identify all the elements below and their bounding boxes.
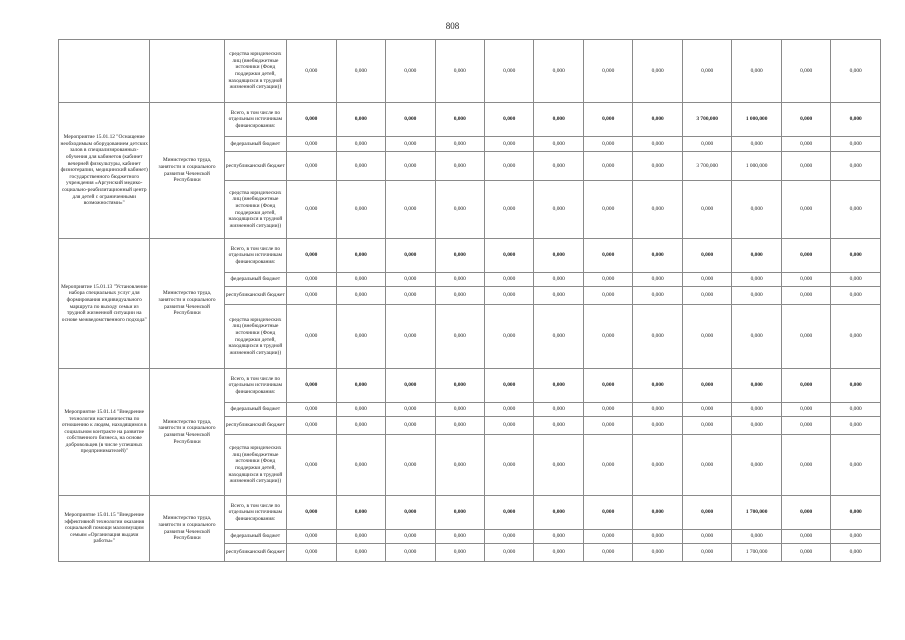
responsible-executor-cell (150, 40, 224, 103)
value-cell: 0,000 (732, 417, 781, 435)
value-cell: 0,000 (781, 137, 830, 152)
value-cell: 0,000 (534, 40, 583, 103)
value-cell: 0,000 (831, 417, 881, 435)
funding-source-cell: средства юридических лиц (внебюджетные источники (Фонд поддержки детей, находящихся в трудной жизненной ситуации)) (224, 40, 286, 103)
value-cell: 0,000 (583, 305, 632, 369)
responsible-executor-cell: Министерство труда, занятости и социального развития Чеченской Республики (150, 103, 224, 239)
value-cell: 0,000 (534, 435, 583, 496)
value-cell: 0,000 (781, 239, 830, 273)
value-cell: 0,000 (633, 273, 682, 287)
activity-name-cell: Мероприятие 15.01.15 "Внедрение эффективной технологии оказания социальной помощи малоимущим семьям «Организация выдачи работы»" (59, 496, 150, 562)
funding-source-cell: республиканский бюджет (224, 287, 286, 305)
value-cell: 0,000 (386, 530, 435, 544)
value-cell: 0,000 (732, 530, 781, 544)
table-row (59, 103, 881, 137)
value-cell: 0,000 (534, 369, 583, 403)
value-cell: 0,000 (485, 40, 534, 103)
value-cell: 0,000 (583, 273, 632, 287)
value-cell: 0,000 (682, 239, 731, 273)
value-cell: 0,000 (336, 369, 385, 403)
funding-source-cell: Всего, в том числе по отдельным источникам финансирования: (224, 496, 286, 530)
value-cell: 0,000 (781, 287, 830, 305)
activity-name-cell: Мероприятие 15.01.12 "Оснащение необходимым оборудованием детских залов в специализированных-обучения для кабинетов (кабинет вечерней физкультуры, кабинет физиотерапии, медицинский кабинет) государственного бюджетного учреждения «Аргунский медико-социально-реабилитационный центр для детей с ограниченными возможностями»" (59, 103, 150, 239)
value-cell: 0,000 (633, 181, 682, 239)
table-row (59, 496, 881, 530)
value-cell: 0,000 (435, 305, 484, 369)
funding-source-cell: республиканский бюджет (224, 544, 286, 562)
value-cell: 3 700,000 (682, 152, 731, 181)
value-cell: 0,000 (633, 287, 682, 305)
value-cell: 0,000 (583, 530, 632, 544)
value-cell: 0,000 (485, 417, 534, 435)
value-cell: 0,000 (831, 287, 881, 305)
value-cell: 0,000 (287, 273, 336, 287)
value-cell: 0,000 (336, 137, 385, 152)
value-cell: 0,000 (485, 273, 534, 287)
value-cell: 0,000 (781, 496, 830, 530)
value-cell: 0,000 (732, 239, 781, 273)
value-cell: 0,000 (386, 417, 435, 435)
value-cell: 0,000 (682, 287, 731, 305)
activity-name-cell: Мероприятие 15.01.13 "Установление набора специальных услуг для формирования индивидуального маршрута по выходу семьи из трудной жизненной ситуации на основе межведомственного подхода" (59, 239, 150, 369)
value-cell: 0,000 (386, 287, 435, 305)
value-cell: 0,000 (831, 435, 881, 496)
value-cell: 0,000 (732, 287, 781, 305)
table-row (59, 369, 881, 403)
value-cell: 0,000 (831, 530, 881, 544)
value-cell: 0,000 (583, 369, 632, 403)
value-cell: 0,000 (831, 152, 881, 181)
value-cell: 0,000 (336, 403, 385, 417)
value-cell: 0,000 (633, 40, 682, 103)
value-cell: 0,000 (386, 137, 435, 152)
value-cell: 0,000 (682, 403, 731, 417)
value-cell: 0,000 (435, 403, 484, 417)
value-cell: 0,000 (534, 530, 583, 544)
funding-source-cell: средства юридических лиц (внебюджетные источники (Фонд поддержки детей, находящихся в трудной жизненной ситуации)) (224, 181, 286, 239)
value-cell: 0,000 (583, 417, 632, 435)
value-cell: 0,000 (435, 273, 484, 287)
value-cell: 0,000 (583, 435, 632, 496)
value-cell: 0,000 (386, 369, 435, 403)
value-cell: 0,000 (435, 152, 484, 181)
value-cell: 0,000 (583, 40, 632, 103)
value-cell: 0,000 (781, 103, 830, 137)
value-cell: 0,000 (336, 496, 385, 530)
value-cell: 0,000 (583, 137, 632, 152)
value-cell: 0,000 (781, 435, 830, 496)
value-cell: 0,000 (831, 369, 881, 403)
value-cell: 0,000 (435, 287, 484, 305)
value-cell: 0,000 (287, 103, 336, 137)
value-cell: 0,000 (633, 417, 682, 435)
value-cell: 0,000 (633, 369, 682, 403)
value-cell: 0,000 (534, 496, 583, 530)
value-cell: 0,000 (386, 273, 435, 287)
value-cell: 0,000 (831, 40, 881, 103)
value-cell: 0,000 (633, 305, 682, 369)
value-cell: 0,000 (633, 152, 682, 181)
funding-source-cell: средства юридических лиц (внебюджетные источники (Фонд поддержки детей, находящихся в трудной жизненной ситуации)) (224, 435, 286, 496)
value-cell: 0,000 (435, 417, 484, 435)
funding-source-cell: федеральный бюджет (224, 273, 286, 287)
value-cell: 0,000 (386, 40, 435, 103)
value-cell: 0,000 (287, 435, 336, 496)
value-cell: 0,000 (287, 181, 336, 239)
value-cell: 0,000 (732, 137, 781, 152)
value-cell: 0,000 (781, 403, 830, 417)
value-cell: 0,000 (336, 417, 385, 435)
value-cell: 0,000 (534, 273, 583, 287)
value-cell: 0,000 (336, 152, 385, 181)
value-cell: 0,000 (435, 137, 484, 152)
value-cell: 0,000 (583, 403, 632, 417)
value-cell: 0,000 (682, 369, 731, 403)
value-cell: 0,000 (831, 273, 881, 287)
value-cell: 1 000,000 (732, 103, 781, 137)
value-cell: 0,000 (336, 530, 385, 544)
value-cell: 0,000 (336, 287, 385, 305)
value-cell: 0,000 (485, 137, 534, 152)
value-cell: 0,000 (485, 287, 534, 305)
funding-source-cell: Всего, в том числе по отдельным источникам финансирования: (224, 369, 286, 403)
budget-table (58, 39, 881, 562)
value-cell: 0,000 (485, 369, 534, 403)
responsible-executor-cell: Министерство труда, занятости и социального развития Чеченской Республики (150, 496, 224, 562)
value-cell: 0,000 (336, 305, 385, 369)
value-cell: 0,000 (435, 103, 484, 137)
value-cell: 0,000 (682, 181, 731, 239)
value-cell: 0,000 (781, 273, 830, 287)
value-cell: 0,000 (485, 496, 534, 530)
value-cell: 0,000 (781, 152, 830, 181)
funding-source-cell: средства юридических лиц (внебюджетные источники (Фонд поддержки детей, находящихся в трудной жизненной ситуации)) (224, 305, 286, 369)
value-cell: 0,000 (831, 239, 881, 273)
value-cell: 0,000 (781, 181, 830, 239)
value-cell: 0,000 (732, 181, 781, 239)
value-cell: 0,000 (583, 239, 632, 273)
value-cell: 0,000 (583, 103, 632, 137)
value-cell: 0,000 (732, 369, 781, 403)
value-cell: 0,000 (831, 403, 881, 417)
responsible-executor-cell: Министерство труда, занятости и социального развития Чеченской Республики (150, 239, 224, 369)
value-cell: 0,000 (831, 496, 881, 530)
value-cell: 0,000 (831, 103, 881, 137)
value-cell: 0,000 (732, 403, 781, 417)
value-cell: 0,000 (336, 103, 385, 137)
value-cell: 0,000 (287, 305, 336, 369)
funding-source-cell: федеральный бюджет (224, 403, 286, 417)
value-cell: 0,000 (781, 530, 830, 544)
value-cell: 0,000 (386, 403, 435, 417)
value-cell: 0,000 (732, 435, 781, 496)
value-cell: 0,000 (485, 530, 534, 544)
value-cell: 0,000 (287, 369, 336, 403)
value-cell: 0,000 (633, 239, 682, 273)
value-cell: 0,000 (633, 530, 682, 544)
value-cell: 0,000 (583, 544, 632, 562)
value-cell: 0,000 (781, 544, 830, 562)
value-cell: 0,000 (435, 40, 484, 103)
value-cell: 0,000 (386, 305, 435, 369)
value-cell: 0,000 (435, 496, 484, 530)
table-row (59, 239, 881, 273)
value-cell: 0,000 (435, 239, 484, 273)
value-cell: 0,000 (534, 103, 583, 137)
value-cell: 0,000 (534, 239, 583, 273)
value-cell: 0,000 (287, 152, 336, 181)
value-cell: 0,000 (287, 40, 336, 103)
activity-name-cell: Мероприятие 15.01.14 "Внедрение технологии наставничества по отношению к людям, находящимся в социальном контракте на развитие собственного бизнеса, на основе добровольцев (в числе успешных предпринимателей)" (59, 369, 150, 496)
value-cell: 0,000 (682, 40, 731, 103)
value-cell: 0,000 (732, 305, 781, 369)
funding-source-cell: федеральный бюджет (224, 137, 286, 152)
value-cell: 0,000 (287, 239, 336, 273)
value-cell: 0,000 (682, 137, 731, 152)
value-cell: 0,000 (534, 137, 583, 152)
value-cell: 0,000 (336, 544, 385, 562)
value-cell: 0,000 (287, 403, 336, 417)
value-cell: 0,000 (534, 417, 583, 435)
value-cell: 0,000 (583, 287, 632, 305)
value-cell: 0,000 (435, 544, 484, 562)
value-cell: 0,000 (336, 273, 385, 287)
value-cell: 0,000 (534, 181, 583, 239)
value-cell: 0,000 (435, 435, 484, 496)
value-cell: 0,000 (633, 103, 682, 137)
value-cell: 0,000 (732, 273, 781, 287)
value-cell: 0,000 (781, 40, 830, 103)
value-cell: 0,000 (534, 305, 583, 369)
funding-source-cell: республиканский бюджет (224, 152, 286, 181)
value-cell: 0,000 (831, 544, 881, 562)
value-cell: 0,000 (435, 369, 484, 403)
funding-source-cell: федеральный бюджет (224, 530, 286, 544)
value-cell: 0,000 (485, 239, 534, 273)
value-cell: 0,000 (386, 435, 435, 496)
value-cell: 0,000 (386, 181, 435, 239)
value-cell: 0,000 (287, 137, 336, 152)
value-cell: 0,000 (287, 417, 336, 435)
value-cell: 0,000 (583, 181, 632, 239)
value-cell: 0,000 (485, 152, 534, 181)
value-cell: 0,000 (831, 305, 881, 369)
value-cell: 0,000 (633, 435, 682, 496)
value-cell: 0,000 (831, 181, 881, 239)
value-cell: 0,000 (534, 287, 583, 305)
value-cell: 0,000 (386, 152, 435, 181)
value-cell: 0,000 (386, 496, 435, 530)
value-cell: 1 700,000 (732, 496, 781, 530)
value-cell: 0,000 (583, 152, 632, 181)
activity-name-cell (59, 40, 150, 103)
table-row (59, 40, 881, 103)
value-cell: 0,000 (485, 305, 534, 369)
value-cell: 0,000 (682, 305, 731, 369)
value-cell: 0,000 (583, 496, 632, 530)
value-cell: 1 000,000 (732, 152, 781, 181)
value-cell: 0,000 (287, 287, 336, 305)
value-cell: 1 700,000 (732, 544, 781, 562)
value-cell: 0,000 (633, 403, 682, 417)
value-cell: 0,000 (534, 152, 583, 181)
value-cell: 0,000 (682, 435, 731, 496)
responsible-executor-cell: Министерство труда, занятости и социального развития Чеченской Республики (150, 369, 224, 496)
value-cell: 0,000 (336, 239, 385, 273)
value-cell: 0,000 (485, 181, 534, 239)
value-cell: 0,000 (831, 137, 881, 152)
value-cell: 0,000 (633, 137, 682, 152)
value-cell: 0,000 (435, 181, 484, 239)
value-cell: 0,000 (336, 40, 385, 103)
value-cell: 0,000 (435, 530, 484, 544)
value-cell: 0,000 (732, 40, 781, 103)
value-cell: 0,000 (682, 417, 731, 435)
value-cell: 0,000 (534, 544, 583, 562)
value-cell: 0,000 (682, 530, 731, 544)
value-cell: 0,000 (386, 239, 435, 273)
value-cell: 0,000 (781, 305, 830, 369)
value-cell: 0,000 (781, 369, 830, 403)
value-cell: 0,000 (287, 496, 336, 530)
value-cell: 0,000 (485, 544, 534, 562)
funding-source-cell: Всего, в том числе по отдельным источникам финансирования: (224, 239, 286, 273)
value-cell: 3 700,000 (682, 103, 731, 137)
value-cell: 0,000 (633, 544, 682, 562)
funding-source-cell: республиканский бюджет (224, 417, 286, 435)
value-cell: 0,000 (682, 273, 731, 287)
value-cell: 0,000 (386, 103, 435, 137)
page-number: 808 (445, 21, 460, 31)
value-cell: 0,000 (485, 403, 534, 417)
value-cell: 0,000 (386, 544, 435, 562)
value-cell: 0,000 (336, 181, 385, 239)
funding-source-cell: Всего, в том числе по отдельным источникам финансирования: (224, 103, 286, 137)
value-cell: 0,000 (781, 417, 830, 435)
value-cell: 0,000 (682, 544, 731, 562)
value-cell: 0,000 (682, 496, 731, 530)
value-cell: 0,000 (485, 435, 534, 496)
value-cell: 0,000 (633, 496, 682, 530)
value-cell: 0,000 (336, 435, 385, 496)
value-cell: 0,000 (287, 544, 336, 562)
value-cell: 0,000 (485, 103, 534, 137)
value-cell: 0,000 (534, 403, 583, 417)
value-cell: 0,000 (287, 530, 336, 544)
